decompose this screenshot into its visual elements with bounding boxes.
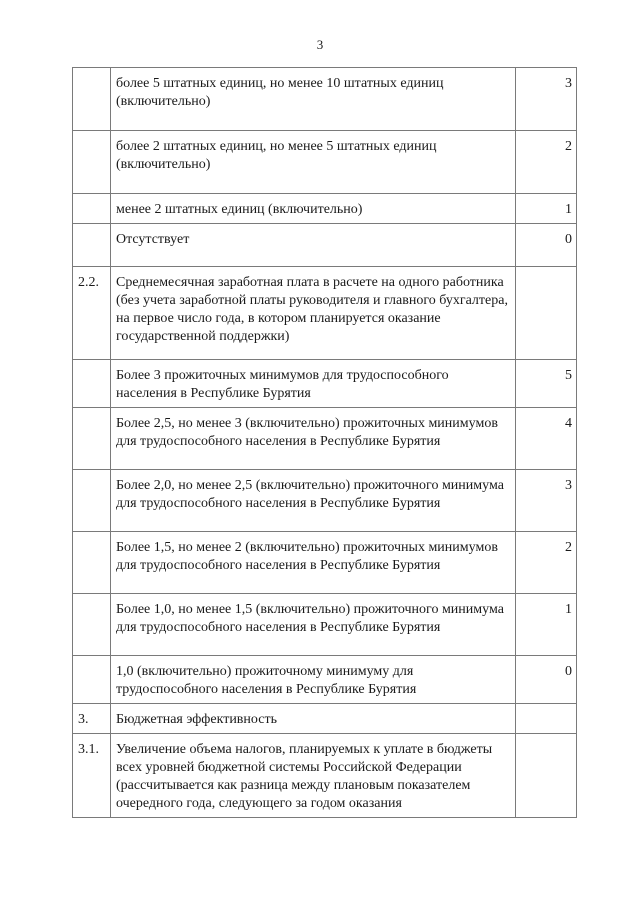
row-score: 0 xyxy=(516,656,577,704)
row-score xyxy=(516,704,577,734)
row-number: 3.1. xyxy=(73,734,111,818)
row-score: 1 xyxy=(516,594,577,656)
row-number xyxy=(73,594,111,656)
row-number: 2.2. xyxy=(73,267,111,360)
row-number xyxy=(73,470,111,532)
row-number xyxy=(73,224,111,267)
row-score: 1 xyxy=(516,194,577,224)
row-number xyxy=(73,360,111,408)
row-criterion: Более 3 прожиточных минимумов для трудоспособного населения в Республике Бурятия xyxy=(111,360,516,408)
row-criterion: Увеличение объема налогов, планируемых к уплате в бюджеты всех уровней бюджетной системы Российской Федерации (рассчитывается как разница между плановым показателем очередного года, следующего за годом оказания xyxy=(111,734,516,818)
table-row xyxy=(73,267,577,360)
row-score: 2 xyxy=(516,131,577,194)
table-row xyxy=(73,131,577,194)
row-criterion: 1,0 (включительно) прожиточному минимуму для трудоспособного населения в Республике Бурятия xyxy=(111,656,516,704)
row-criterion: Более 1,0, но менее 1,5 (включительно) прожиточного минимума для трудоспособного населения в Республике Бурятия xyxy=(111,594,516,656)
row-number xyxy=(73,194,111,224)
row-criterion: Отсутствует xyxy=(111,224,516,267)
row-score xyxy=(516,734,577,818)
row-score: 3 xyxy=(516,68,577,131)
table-row xyxy=(73,194,577,224)
table-row xyxy=(73,470,577,532)
row-score: 0 xyxy=(516,224,577,267)
row-number: 3. xyxy=(73,704,111,734)
row-number xyxy=(73,68,111,131)
row-score xyxy=(516,267,577,360)
table-row xyxy=(73,224,577,267)
row-number xyxy=(73,131,111,194)
row-score: 4 xyxy=(516,408,577,470)
row-criterion: более 5 штатных единиц, но менее 10 штатных единиц (включительно) xyxy=(111,68,516,131)
row-score: 3 xyxy=(516,470,577,532)
row-criterion: менее 2 штатных единиц (включительно) xyxy=(111,194,516,224)
page-number: 3 xyxy=(316,37,324,52)
row-criterion: Более 1,5, но менее 2 (включительно) прожиточных минимумов для трудоспособного населения в Республике Бурятия xyxy=(111,532,516,594)
row-criterion: более 2 штатных единиц, но менее 5 штатных единиц (включительно) xyxy=(111,131,516,194)
criteria-table xyxy=(72,67,577,818)
table-row xyxy=(73,594,577,656)
row-number xyxy=(73,532,111,594)
row-criterion: Более 2,0, но менее 2,5 (включительно) прожиточного минимума для трудоспособного населения в Республике Бурятия xyxy=(111,470,516,532)
table-row xyxy=(73,656,577,704)
table-row xyxy=(73,532,577,594)
row-score: 5 xyxy=(516,360,577,408)
table-row xyxy=(73,704,577,734)
row-criterion: Среднемесячная заработная плата в расчете на одного работника (без учета заработной платы руководителя и главного бухгалтера, на первое число года, в котором планируется оказание государственной поддержки) xyxy=(111,267,516,360)
row-number xyxy=(73,656,111,704)
row-criterion: Более 2,5, но менее 3 (включительно) прожиточных минимумов для трудоспособного населения в Республике Бурятия xyxy=(111,408,516,470)
table-row xyxy=(73,360,577,408)
row-criterion: Бюджетная эффективность xyxy=(111,704,516,734)
table-row xyxy=(73,734,577,818)
table-row xyxy=(73,408,577,470)
row-score: 2 xyxy=(516,532,577,594)
row-number xyxy=(73,408,111,470)
table-row xyxy=(73,68,577,131)
